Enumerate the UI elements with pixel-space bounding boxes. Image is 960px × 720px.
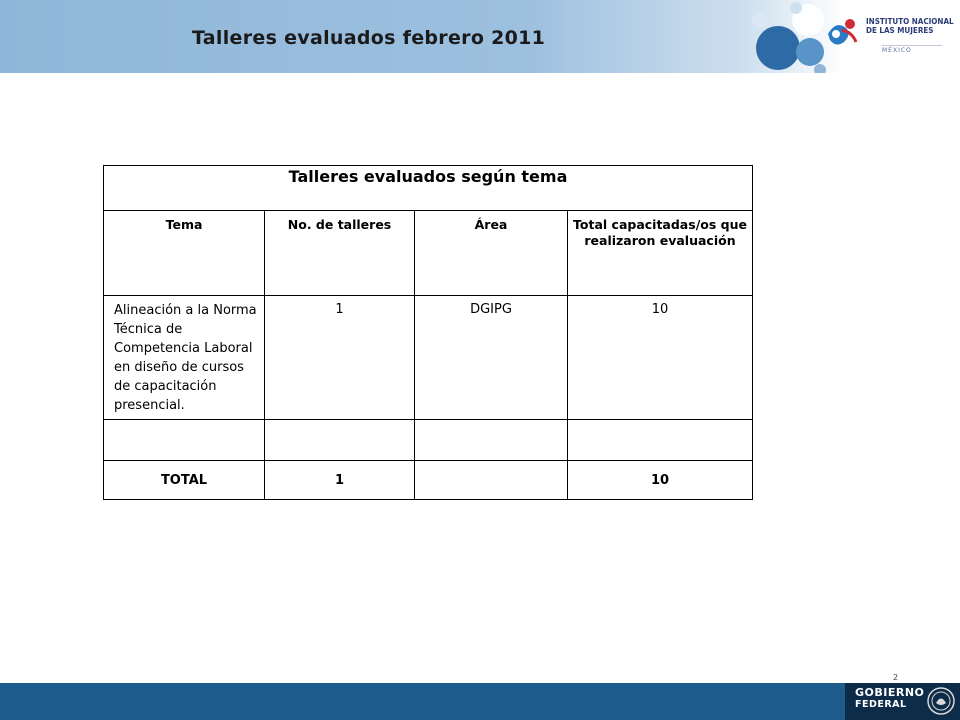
empty-cell	[415, 420, 568, 461]
inmujeres-logo	[822, 14, 956, 66]
cell-total: 10	[568, 296, 753, 420]
cell-tema: Alineación a la Norma Técnica de Competencia Laboral en diseño de cursos de capacitación presencial.	[104, 296, 265, 420]
total-label: TOTAL	[104, 461, 265, 500]
decorative-circles	[748, 0, 826, 73]
total-area	[415, 461, 568, 500]
totals-row	[104, 461, 753, 500]
header-tema: Tema	[104, 211, 265, 296]
header-banner	[0, 0, 960, 73]
table-row	[104, 296, 753, 420]
cell-area: DGIPG	[415, 296, 568, 420]
workshops-table	[103, 165, 753, 500]
country-label: MÉXICO	[882, 45, 942, 54]
total-talleres: 1	[265, 461, 415, 500]
page-number: 2	[893, 673, 899, 682]
gobierno-federal-logo	[855, 687, 924, 711]
empty-row	[104, 420, 753, 461]
empty-cell	[568, 420, 753, 461]
institution-name: INSTITUTO NACIONAL DE LAS MUJERES	[866, 17, 954, 35]
header-talleres: No. de talleres	[265, 211, 415, 296]
slide-title: Talleres evaluados febrero 2011	[192, 27, 546, 49]
total-total: 10	[568, 461, 753, 500]
table-caption: Talleres evaluados según tema	[104, 166, 753, 211]
gov-line-2: FEDERAL	[855, 699, 907, 710]
empty-cell	[265, 420, 415, 461]
footer-bar	[0, 683, 960, 720]
cell-talleres: 1	[265, 296, 415, 420]
empty-cell	[104, 420, 265, 461]
header-total: Total capacitadas/os que realizaron evaluación	[568, 211, 753, 296]
inmujeres-emblem-icon	[822, 16, 862, 50]
header-area: Área	[415, 211, 568, 296]
national-seal-icon	[926, 686, 956, 716]
gov-line-1: GOBIERNO	[855, 686, 925, 699]
